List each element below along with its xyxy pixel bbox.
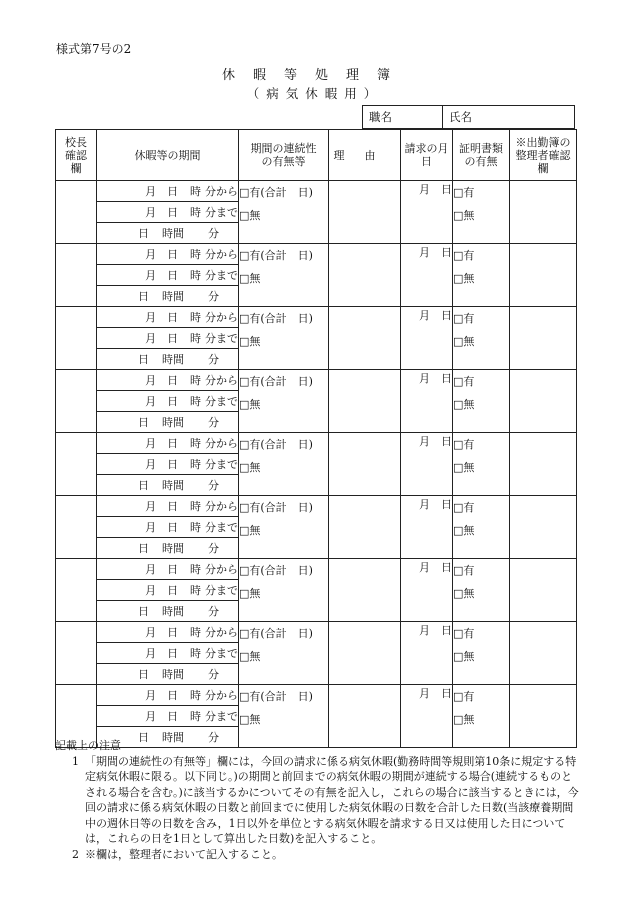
certificate-cell[interactable] <box>453 244 510 307</box>
certificate-cell[interactable] <box>453 559 510 622</box>
row-text: 時 <box>190 311 201 324</box>
period-from[interactable] <box>97 307 239 328</box>
header-period: 休暇等の期間 <box>97 130 239 181</box>
row-text: 分 <box>208 479 219 492</box>
note-cell[interactable] <box>510 433 577 496</box>
certificate-no-checkbox[interactable]: □無 <box>453 461 475 474</box>
continuity-yes-checkbox[interactable]: □有(合計 日) <box>239 501 313 514</box>
certificate-yes-checkbox[interactable]: □有 <box>453 375 475 388</box>
row-text: 分から <box>205 500 238 513</box>
period-to[interactable] <box>97 202 239 223</box>
reason-cell[interactable] <box>329 622 401 685</box>
period-to[interactable] <box>97 265 239 286</box>
reason-cell[interactable] <box>329 496 401 559</box>
header-reason: 理由 <box>329 130 401 181</box>
row-text: 分 <box>208 668 219 681</box>
row-text: 日 <box>138 353 149 366</box>
row-text: 分まで <box>205 332 238 345</box>
certificate-no-checkbox[interactable]: □無 <box>453 713 475 726</box>
row-text: 月 <box>145 437 157 450</box>
request-date-cell[interactable] <box>401 181 453 244</box>
period-to[interactable] <box>97 643 239 664</box>
confirm-cell[interactable] <box>56 181 97 244</box>
row-text: 時間 <box>162 227 184 240</box>
header-certificate: 証明書類の有無 <box>453 130 510 181</box>
period-total[interactable] <box>97 538 239 559</box>
page-title: 休暇等処理簿 <box>221 68 408 83</box>
row-text: 時間 <box>162 290 184 303</box>
reason-cell[interactable] <box>329 559 401 622</box>
certificate-no-checkbox[interactable]: □無 <box>453 587 475 600</box>
continuity-cell[interactable] <box>239 559 329 622</box>
row-text: 日 <box>167 584 179 597</box>
position-field[interactable] <box>363 106 443 128</box>
row-text: 月 <box>145 458 157 471</box>
row-text: 分 <box>208 290 219 303</box>
row-text: 時間 <box>162 479 184 492</box>
row-text: 時間 <box>162 605 184 618</box>
record-row <box>56 496 577 517</box>
continuity-no-checkbox[interactable]: □無 <box>239 272 261 285</box>
period-to[interactable] <box>97 328 239 349</box>
period-from[interactable] <box>97 244 239 265</box>
row-text: 時間 <box>162 668 184 681</box>
continuity-no-checkbox[interactable]: □無 <box>239 713 261 726</box>
continuity-no-checkbox[interactable]: □無 <box>239 650 261 663</box>
certificate-yes-checkbox[interactable]: □有 <box>453 438 475 451</box>
row-text: 分 <box>208 542 219 555</box>
certificate-no-checkbox[interactable]: □無 <box>453 335 475 348</box>
note-number: 1 <box>72 754 79 768</box>
row-text: 月 日 <box>419 687 452 700</box>
period-total[interactable] <box>97 475 239 496</box>
continuity-yes-checkbox[interactable]: □有(合計 日) <box>239 438 313 451</box>
row-text: 月 <box>145 374 157 387</box>
row-text: 月 日 <box>419 372 452 385</box>
row-text: 月 <box>145 563 157 576</box>
continuity-yes-checkbox[interactable]: □有(合計 日) <box>239 375 313 388</box>
row-text: 分まで <box>205 521 238 534</box>
row-text: 月 <box>145 584 157 597</box>
row-text: 日 <box>138 668 149 681</box>
row-text: 分から <box>205 563 238 576</box>
row-text: 分まで <box>205 206 238 219</box>
row-text: 月 <box>145 269 157 282</box>
period-total[interactable] <box>97 349 239 370</box>
continuity-yes-checkbox[interactable]: □有(合計 日) <box>239 249 313 262</box>
row-text: 日 <box>167 332 179 345</box>
row-text: 月 日 <box>419 246 452 259</box>
row-text: 日 <box>138 605 149 618</box>
confirm-cell[interactable] <box>56 559 97 622</box>
period-from[interactable] <box>97 181 239 202</box>
continuity-cell[interactable] <box>239 370 329 433</box>
row-text: 分から <box>205 374 238 387</box>
continuity-cell[interactable] <box>239 181 329 244</box>
note-text: ※欄は，整理者において記入すること。 <box>85 847 283 861</box>
row-text: 月 <box>145 500 157 513</box>
reason-cell[interactable] <box>329 181 401 244</box>
certificate-no-checkbox[interactable]: □無 <box>453 650 475 663</box>
page-subtitle: （病気休暇用） <box>246 86 384 101</box>
continuity-no-checkbox[interactable]: □無 <box>239 461 261 474</box>
continuity-yes-checkbox[interactable]: □有(合計 日) <box>239 627 313 640</box>
period-to[interactable] <box>97 454 239 475</box>
confirm-cell[interactable] <box>56 496 97 559</box>
row-text: 日 <box>138 479 149 492</box>
period-to[interactable] <box>97 706 239 727</box>
certificate-yes-checkbox[interactable]: □有 <box>453 312 475 325</box>
row-text: 分まで <box>205 584 238 597</box>
period-total[interactable] <box>97 286 239 307</box>
continuity-no-checkbox[interactable]: □無 <box>239 335 261 348</box>
continuity-no-checkbox[interactable]: □無 <box>239 524 261 537</box>
header-request-date: 請求の月日 <box>401 130 453 181</box>
header-continuity: 期間の連続性の有無等 <box>239 130 329 181</box>
row-text: 日 <box>167 311 179 324</box>
row-text: 日 <box>167 458 179 471</box>
row-text: 分まで <box>205 269 238 282</box>
row-text: 時 <box>190 332 201 345</box>
notes-section <box>55 738 580 862</box>
continuity-cell[interactable] <box>239 496 329 559</box>
row-text: 分から <box>205 311 238 324</box>
row-text: 時間 <box>162 416 184 429</box>
period-total[interactable] <box>97 664 239 685</box>
row-text: 分から <box>205 689 238 702</box>
row-text: 分 <box>208 731 219 744</box>
certificate-no-checkbox[interactable]: □無 <box>453 272 475 285</box>
confirm-cell[interactable] <box>56 622 97 685</box>
period-from[interactable] <box>97 559 239 580</box>
row-text: 時 <box>190 374 201 387</box>
period-from[interactable] <box>97 370 239 391</box>
continuity-yes-checkbox[interactable]: □有(合計 日) <box>239 564 313 577</box>
header-row <box>56 130 577 181</box>
row-text: 時 <box>190 500 201 513</box>
row-text: 月 <box>145 185 157 198</box>
row-text: 分から <box>205 437 238 450</box>
row-text: 月 <box>145 206 157 219</box>
notes-heading: 記載上の注意 <box>55 739 121 752</box>
note-cell[interactable] <box>510 307 577 370</box>
row-text: 時間 <box>162 542 184 555</box>
reason-cell[interactable] <box>329 244 401 307</box>
continuity-cell[interactable] <box>239 433 329 496</box>
period-from[interactable] <box>97 496 239 517</box>
note-item <box>55 847 580 863</box>
row-text: 月 日 <box>419 561 452 574</box>
row-text: 月 <box>145 521 157 534</box>
row-text: 時 <box>190 689 201 702</box>
row-text: 分まで <box>205 710 238 723</box>
record-row <box>56 370 577 391</box>
leave-record-table <box>55 129 577 748</box>
note-item <box>55 754 580 847</box>
row-text: 月 <box>145 332 157 345</box>
request-date-cell[interactable] <box>401 244 453 307</box>
row-text: 時 <box>190 710 201 723</box>
row-text: 時 <box>190 458 201 471</box>
certificate-yes-checkbox[interactable]: □有 <box>453 627 475 640</box>
period-total[interactable] <box>97 223 239 244</box>
row-text: 分 <box>208 227 219 240</box>
request-date-cell[interactable] <box>401 496 453 559</box>
row-text: 日 <box>167 437 179 450</box>
record-row <box>56 244 577 265</box>
row-text: 日 <box>167 500 179 513</box>
request-date-cell[interactable] <box>401 307 453 370</box>
certificate-yes-checkbox[interactable]: □有 <box>453 564 475 577</box>
row-text: 分まで <box>205 458 238 471</box>
request-date-cell[interactable] <box>401 559 453 622</box>
row-text: 月 <box>145 395 157 408</box>
row-text: 分から <box>205 248 238 261</box>
record-row <box>56 685 577 706</box>
row-text: 月 <box>145 626 157 639</box>
row-text: 時間 <box>162 731 184 744</box>
certificate-cell[interactable] <box>453 370 510 433</box>
confirm-cell[interactable] <box>56 370 97 433</box>
certificate-cell[interactable] <box>453 307 510 370</box>
certificate-cell[interactable] <box>453 496 510 559</box>
continuity-yes-checkbox[interactable]: □有(合計 日) <box>239 312 313 325</box>
request-date-cell[interactable] <box>401 433 453 496</box>
record-row <box>56 622 577 643</box>
row-text: 日 <box>138 290 149 303</box>
row-text: 日 <box>167 395 179 408</box>
request-date-cell[interactable] <box>401 622 453 685</box>
row-text: 日 <box>138 227 149 240</box>
row-text: 時 <box>190 563 201 576</box>
row-text: 日 <box>167 248 179 261</box>
row-text: 月 <box>145 647 157 660</box>
note-cell[interactable] <box>510 244 577 307</box>
certificate-no-checkbox[interactable]: □無 <box>453 209 475 222</box>
name-field[interactable] <box>443 106 574 128</box>
row-text: 月 <box>145 689 157 702</box>
note-cell[interactable] <box>510 559 577 622</box>
period-total[interactable] <box>97 601 239 622</box>
certificate-yes-checkbox[interactable]: □有 <box>453 249 475 262</box>
row-text: 日 <box>167 185 179 198</box>
note-cell[interactable] <box>510 622 577 685</box>
row-text: 月 <box>145 710 157 723</box>
period-to[interactable] <box>97 517 239 538</box>
row-text: 日 <box>167 710 179 723</box>
row-text: 分 <box>208 605 219 618</box>
certificate-cell[interactable] <box>453 181 510 244</box>
note-number: 2 <box>72 847 79 861</box>
reason-cell[interactable] <box>329 307 401 370</box>
certificate-yes-checkbox[interactable]: □有 <box>453 501 475 514</box>
row-text: 分から <box>205 185 238 198</box>
row-text: 日 <box>167 563 179 576</box>
period-to[interactable] <box>97 580 239 601</box>
certificate-no-checkbox[interactable]: □無 <box>453 398 475 411</box>
row-text: 日 <box>167 626 179 639</box>
continuity-cell[interactable] <box>239 307 329 370</box>
reason-cell[interactable] <box>329 433 401 496</box>
row-text: 月 日 <box>419 624 452 637</box>
note-cell[interactable] <box>510 496 577 559</box>
row-text: 時 <box>190 521 201 534</box>
row-text: 月 <box>145 311 157 324</box>
header-confirm: 校長確認欄 <box>56 130 97 181</box>
row-text: 時 <box>190 248 201 261</box>
name-label: 氏名 <box>449 110 472 124</box>
confirm-cell[interactable] <box>56 244 97 307</box>
period-from[interactable] <box>97 433 239 454</box>
period-total[interactable] <box>97 412 239 433</box>
row-text: 日 <box>167 521 179 534</box>
record-row <box>56 433 577 454</box>
certificate-cell[interactable] <box>453 622 510 685</box>
record-row <box>56 307 577 328</box>
row-text: 時 <box>190 584 201 597</box>
certificate-yes-checkbox[interactable]: □有 <box>453 186 475 199</box>
continuity-yes-checkbox[interactable]: □有(合計 日) <box>239 186 313 199</box>
note-text: 「期間の連続性の有無等」欄には，今回の請求に係る病気休暇(勤務時間等規則第10条に規定する特定病気休暇に限る。以下同じ。)の期間と前回までの病気休暇の期間が連続する場合(連続するものとされる場合を含む。)に該当するかについてその有無を記入し，これらの場合に該当するときには，今回の請求に係る病気休暇の日数と前回までに使用した病気休暇の日数を合計した日数(当該療養期間中の週休日等の日数を含み，1日以外を単位とする病気休暇を請求する日又は使用した日については，これらの日を1日として算出した日数)を記入すること。 <box>85 754 579 845</box>
period-to[interactable] <box>97 391 239 412</box>
row-text: 日 <box>138 416 149 429</box>
row-text: 時間 <box>162 353 184 366</box>
row-text: 日 <box>167 206 179 219</box>
position-label: 職名 <box>369 110 392 124</box>
note-cell[interactable] <box>510 370 577 433</box>
row-text: 時 <box>190 185 201 198</box>
row-text: 分まで <box>205 647 238 660</box>
confirm-cell[interactable] <box>56 307 97 370</box>
row-text: 日 <box>167 689 179 702</box>
row-text: 日 <box>167 647 179 660</box>
confirm-cell[interactable] <box>56 433 97 496</box>
row-text: 日 <box>138 731 149 744</box>
row-text: 月 日 <box>419 183 452 196</box>
request-date-cell[interactable] <box>401 370 453 433</box>
certificate-no-checkbox[interactable]: □無 <box>453 524 475 537</box>
row-text: 時 <box>190 206 201 219</box>
continuity-no-checkbox[interactable]: □無 <box>239 398 261 411</box>
row-text: 時 <box>190 269 201 282</box>
row-text: 月 日 <box>419 435 452 448</box>
continuity-no-checkbox[interactable]: □無 <box>239 209 261 222</box>
row-text: 時 <box>190 647 201 660</box>
row-text: 月 <box>145 248 157 261</box>
row-text: 時 <box>190 626 201 639</box>
row-text: 分 <box>208 416 219 429</box>
record-row <box>56 559 577 580</box>
row-text: 日 <box>167 374 179 387</box>
row-text: 分 <box>208 353 219 366</box>
record-row <box>56 181 577 202</box>
continuity-cell[interactable] <box>239 244 329 307</box>
certificate-cell[interactable] <box>453 433 510 496</box>
reason-cell[interactable] <box>329 370 401 433</box>
period-from[interactable] <box>97 685 239 706</box>
row-text: 時 <box>190 437 201 450</box>
header-note: ※出勤簿の整理者確認欄 <box>510 130 577 181</box>
name-box <box>362 105 575 129</box>
row-text: 日 <box>167 269 179 282</box>
continuity-yes-checkbox[interactable]: □有(合計 日) <box>239 690 313 703</box>
continuity-cell[interactable] <box>239 622 329 685</box>
form-number: 様式第7号の2 <box>56 42 132 56</box>
row-text: 日 <box>138 542 149 555</box>
note-cell[interactable] <box>510 181 577 244</box>
period-from[interactable] <box>97 622 239 643</box>
continuity-no-checkbox[interactable]: □無 <box>239 587 261 600</box>
row-text: 分から <box>205 626 238 639</box>
row-text: 月 日 <box>419 309 452 322</box>
row-text: 月 日 <box>419 498 452 511</box>
certificate-yes-checkbox[interactable]: □有 <box>453 690 475 703</box>
row-text: 時 <box>190 395 201 408</box>
row-text: 分まで <box>205 395 238 408</box>
